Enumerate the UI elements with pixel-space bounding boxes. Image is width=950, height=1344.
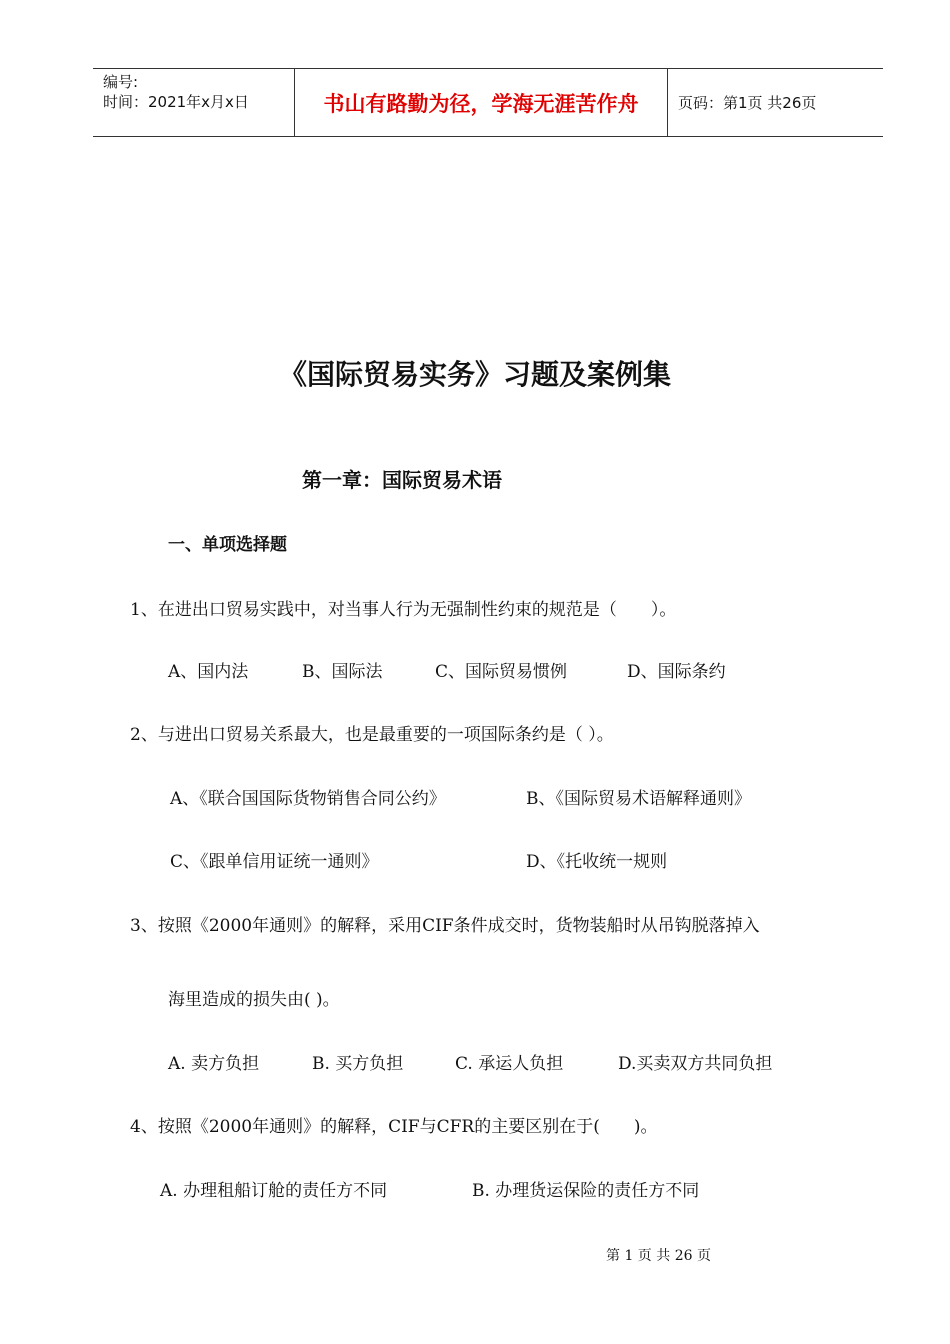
question-4: 4、按照《2000年通则》的解释，CIF与CFR的主要区别在于( )。 bbox=[130, 1117, 658, 1137]
chapter-heading: 第一章：国际贸易术语 bbox=[302, 468, 502, 492]
question-2-option-b: B、《国际贸易术语解释通则》 bbox=[526, 789, 751, 809]
question-2-option-a: A、《联合国国际货物销售合同公约》 bbox=[170, 789, 446, 809]
header-motto-cell bbox=[295, 69, 668, 136]
question-1-option-a: A、国内法 bbox=[168, 662, 249, 682]
header-page-info: 页码：第1页 共26页 bbox=[678, 94, 817, 112]
question-1: 1、在进出口贸易实践中，对当事人行为无强制性约束的规范是（ ）。 bbox=[130, 600, 677, 620]
question-3: 3、按照《2000年通则》的解释，采用CIF条件成交时，货物装船时从吊钩脱落掉入 bbox=[130, 916, 760, 936]
section-heading: 一、单项选择题 bbox=[168, 535, 287, 555]
question-2-option-c: C、《跟单信用证统一通则》 bbox=[170, 852, 379, 872]
header-time-label: 时间：2021年x月x日 bbox=[103, 93, 249, 111]
page-footer: 第 1 页 共 26 页 bbox=[606, 1248, 711, 1264]
question-3-option-a: A. 卖方负担 bbox=[168, 1054, 260, 1074]
header-motto: 书山有路勤为径，学海无涯苦作舟 bbox=[323, 90, 639, 116]
question-3-continued: 海里造成的损失由( )。 bbox=[168, 990, 340, 1010]
question-4-option-b: B. 办理货运保险的责任方不同 bbox=[472, 1181, 700, 1201]
question-3-option-c: C. 承运人负担 bbox=[455, 1054, 564, 1074]
question-3-option-b: B. 买方负担 bbox=[312, 1054, 404, 1074]
document-title: 《国际贸易实务》习题及案例集 bbox=[278, 358, 671, 391]
question-1-option-d: D、国际条约 bbox=[627, 662, 726, 682]
question-3-option-d: D.买卖双方共同负担 bbox=[618, 1054, 773, 1074]
page-header bbox=[93, 68, 883, 137]
question-2-option-d: D、《托收统一规则 bbox=[526, 852, 668, 872]
question-1-option-b: B、国际法 bbox=[302, 662, 383, 682]
header-left-cell bbox=[93, 69, 295, 136]
question-4-option-a: A. 办理租船订舱的责任方不同 bbox=[160, 1181, 388, 1201]
header-number-label: 编号: bbox=[103, 73, 139, 91]
question-2: 2、与进出口贸易关系最大，也是最重要的一项国际条约是（ ）。 bbox=[130, 725, 614, 745]
question-1-option-c: C、国际贸易惯例 bbox=[435, 662, 568, 682]
